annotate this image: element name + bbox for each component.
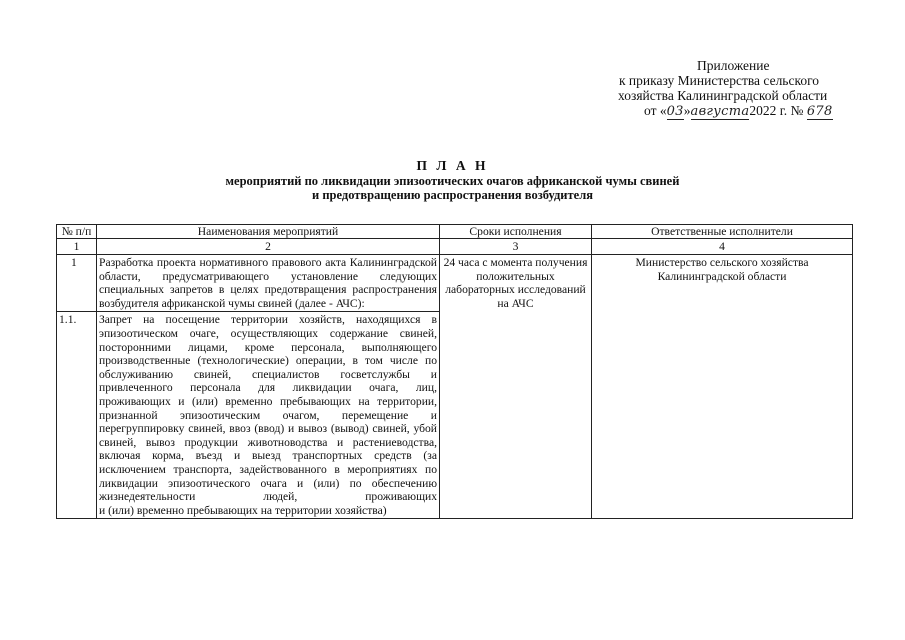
col-number-3: 3: [440, 239, 592, 255]
plan-title: П Л А Н: [416, 158, 489, 173]
date-year: 2022 г. №: [749, 103, 804, 118]
row2-num: 1.1.: [57, 312, 97, 519]
plan-subtitle-2: и предотвращению распространения возбудителя: [312, 188, 593, 202]
appendix-block: [600, 58, 900, 119]
col-number-4: 4: [592, 239, 853, 255]
plan-subtitle-1: мероприятий по ликвидации эпизоотических очагов африканской чумы свиней: [225, 174, 680, 188]
header-deadline: Сроки исполнения: [440, 225, 592, 239]
row2-text: Запрет на посещение территории хозяйств, находящихся в эпизоотическом очаге, осуществляющих содержание свиней, посторонними лицами, кроме персонала, выполняющего производственные (технологические) операции, в том числе по обслуживанию свиней, специалистов госветслужбы и привлеченного персонала для ликвидации очага, лиц, проживающих и (или) временно пребывающих на территории, признанной эпизоотическим очагом, перемещение и перегруппировку свиней, ввоз (ввод) и вывоз (вывод) свиней, убой свиней, вывоз продукции животноводства и растениеводства, включая корма, въезд и выезд транспортных средств (за исключением транспорта, задействованного в мероприятиях по ликвидации эпизоотического очага и (или) по обеспечению жизнедеятельности людей, проживающих: [99, 313, 437, 504]
col-number-1: 1: [57, 239, 97, 255]
row2-text-tail: и (или) временно пребывающих на территории хозяйства): [99, 503, 387, 517]
appendix-order-line: к приказу Министерства сельского: [619, 73, 820, 88]
table-row: [57, 255, 853, 312]
appendix-ministry-line: хозяйства Калининградской области: [618, 88, 828, 103]
plan-table: [56, 224, 853, 519]
appendix-date-line: [600, 103, 900, 119]
row1-num: 1: [57, 255, 97, 312]
appendix-title: Приложение: [697, 58, 770, 73]
table-header-row: [57, 225, 853, 239]
row1-deadline: 24 часа с момента получения положительных лабораторных исследований на АЧС: [440, 255, 592, 519]
header-num: № п/п: [57, 225, 97, 239]
header-activity: Наименования мероприятий: [97, 225, 440, 239]
col-number-2: 2: [97, 239, 440, 255]
table-column-numbers-row: [57, 239, 853, 255]
order-number-handwritten: 678: [806, 104, 833, 119]
date-month-handwritten: августа: [690, 104, 750, 119]
row2-text-cell: [97, 312, 440, 519]
row1-text: Разработка проекта нормативного правового акта Калининградской области, предусматривающего установление следующих специальных запретов в целях предотвращения распространения возбудителя африканской чумы свиней (далее - АЧС):: [97, 255, 440, 312]
header-responsible: Ответственные исполнители: [592, 225, 853, 239]
row1-responsible: Министерство сельского хозяйства Калининградской области: [592, 255, 853, 519]
date-prefix: от «: [644, 103, 667, 118]
date-day-close: »: [683, 103, 691, 118]
date-day-handwritten: 03: [666, 104, 684, 119]
